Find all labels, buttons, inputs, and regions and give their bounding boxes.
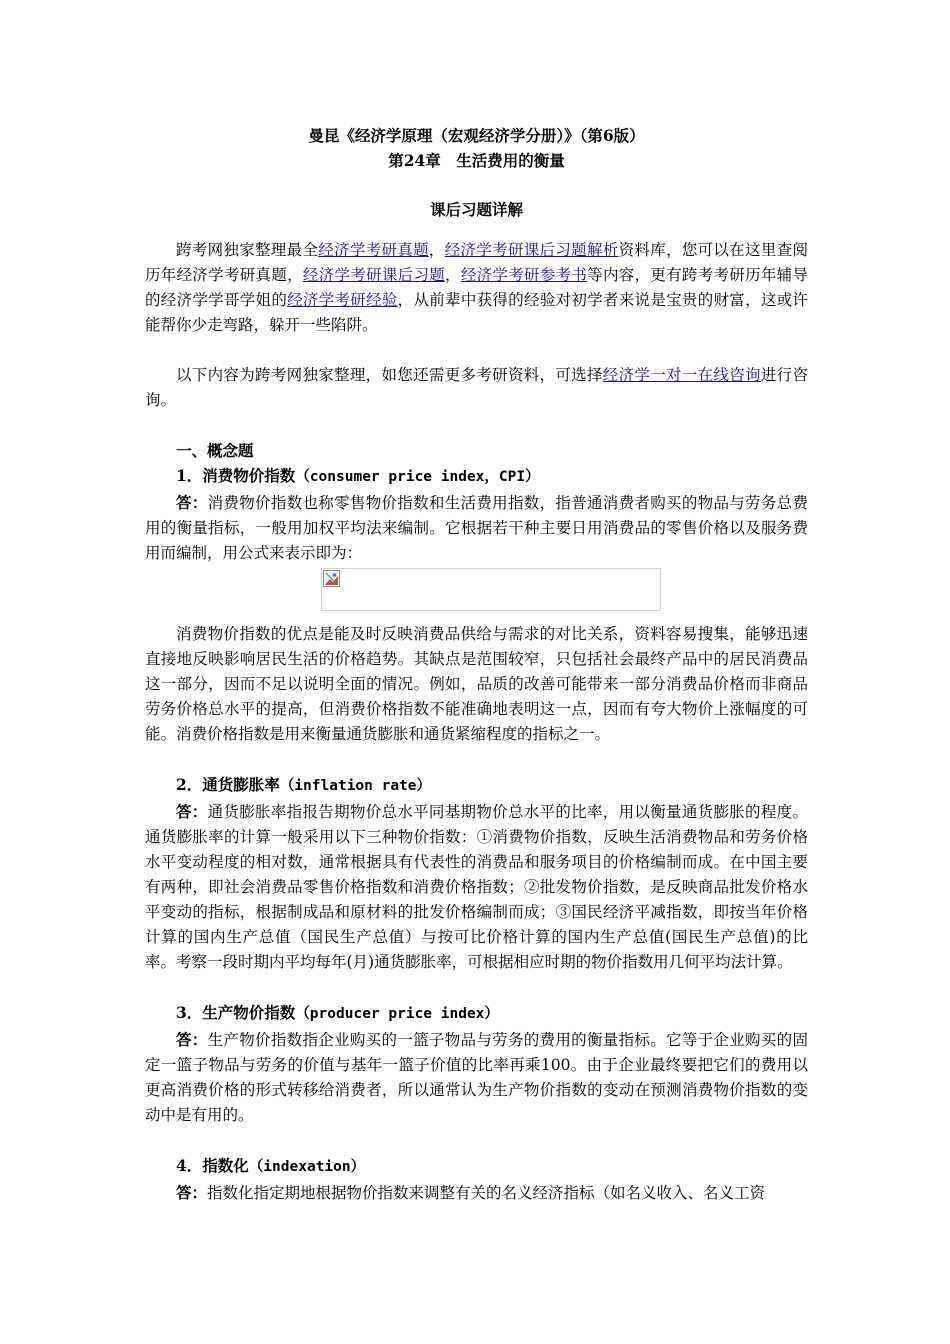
chapter-title: 第24章 生活费用的衡量 xyxy=(388,151,565,170)
document-content xyxy=(145,123,808,1206)
link-online-consult[interactable]: 经济学一对一在线咨询 xyxy=(602,366,761,384)
link-exercises[interactable]: 经济学考研课后习题 xyxy=(302,266,446,284)
consult-paragraph: 以下内容为跨考网独家整理，如您还需更多考研资料，可选择经济学一对一在线咨询进行咨询。 xyxy=(145,366,808,409)
term-answer: 答：指数化指定期地根据物价指数来调整有关的名义经济指标（如名义收入、名义工资 xyxy=(176,1183,766,1202)
term-answer: 答：消费物价指数也称零售物价指数和生活费用指数，指普通消费者购买的物品与劳务总费用的衡量指标，一般用加权平均法来编制。它根据若干种主要日用消费品的零售价格以及服务费用而编制，用公式来表示即为： xyxy=(145,493,808,562)
term-heading: 4．指数化（indexation） xyxy=(176,1156,366,1175)
link-exam-questions[interactable]: 经济学考研真题 xyxy=(318,241,429,259)
section1-heading: 一、概念题 xyxy=(176,441,254,460)
term-heading: 2．通货膨胀率（inflation rate） xyxy=(176,775,432,794)
term-answer-continued: 消费物价指数的优点是能及时反映消费品供给与需求的对比关系，资料容易搜集，能够迅速直接地反映影响居民生活的价格趋势。其缺点是范围较窄，只包括社会最终产品中的居民消费品这一部分，因而不足以说明全面的情况。例如，品质的改善可能带来一部分消费品价格而非商品劳务价格总水平的提高，但消费价格指数不能准确地表明这一点，因而有夸大物价上涨幅度的可能。消费价格指数是用来衡量通货膨胀和通货紧缩程度的指标之一。 xyxy=(145,625,808,743)
link-exercise-solutions[interactable]: 经济学考研课后习题解析 xyxy=(444,241,619,259)
broken-image-icon xyxy=(323,570,340,587)
formula-image-placeholder xyxy=(321,568,661,611)
link-reference-books[interactable]: 经济学考研参考书 xyxy=(460,266,588,284)
term-answer: 答：通货膨胀率指报告期物价总水平同基期物价总水平的比率，用以衡量通货膨胀的程度。通货膨胀率的计算一般采用以下三种物价指数：①消费物价指数，反映生活消费物品和劳务价格水平变动程度的相对数，通常根据具有代表性的消费品和服务项目的价格编制而成。在中国主要有两种，即社会消费品零售价格指数和消费价格指数；②批发物价指数，是反映商品批发价格水平变动的指标，根据制成品和原材料的批发价格编制而成；③国民经济平减指数，即按当年价格计算的国内生产总值（国民生产总值）与按可比价格计算的国内生产总值(国民生产总值)的比率。考察一段时期内平均每年(月)通货膨胀率，可根据相应时期的物价指数用几何平均法计算。 xyxy=(145,802,808,971)
link-experience[interactable]: 经济学考研经验 xyxy=(287,291,398,309)
term-answer: 答：生产物价指数指企业购买的一篮子物品与劳务的费用的衡量指标。它等于企业购买的固定一篮子物品与劳务的价值与基年一篮子价值的比率再乘100。由于企业最终要把它们的费用以更高消费价格的形式转移给消费者，所以通常认为生产物价指数的变动在预测消费物价指数的变动中是有用的。 xyxy=(145,1030,808,1124)
term-heading: 3．生产物价指数（producer price index） xyxy=(176,1003,499,1022)
term-heading: 1．消费物价指数（consumer price index，CPI） xyxy=(176,466,540,485)
intro-paragraph: 跨考网独家整理最全经济学考研真题，经济学考研课后习题解析资料库，您可以在这里查阅历年经济学考研真题，经济学考研课后习题，经济学考研参考书等内容，更有跨考考研历年辅导的经济学学哥学姐的经济学考研经验，从前辈中获得的经验对初学者来说是宝贵的财富，这或许能帮你少走弯路，躲开一些陷阱。 xyxy=(145,241,808,334)
section-heading: 课后习题详解 xyxy=(429,200,523,219)
document-title: 曼昆《经济学原理（宏观经济学分册）》（第6版） xyxy=(308,126,645,145)
